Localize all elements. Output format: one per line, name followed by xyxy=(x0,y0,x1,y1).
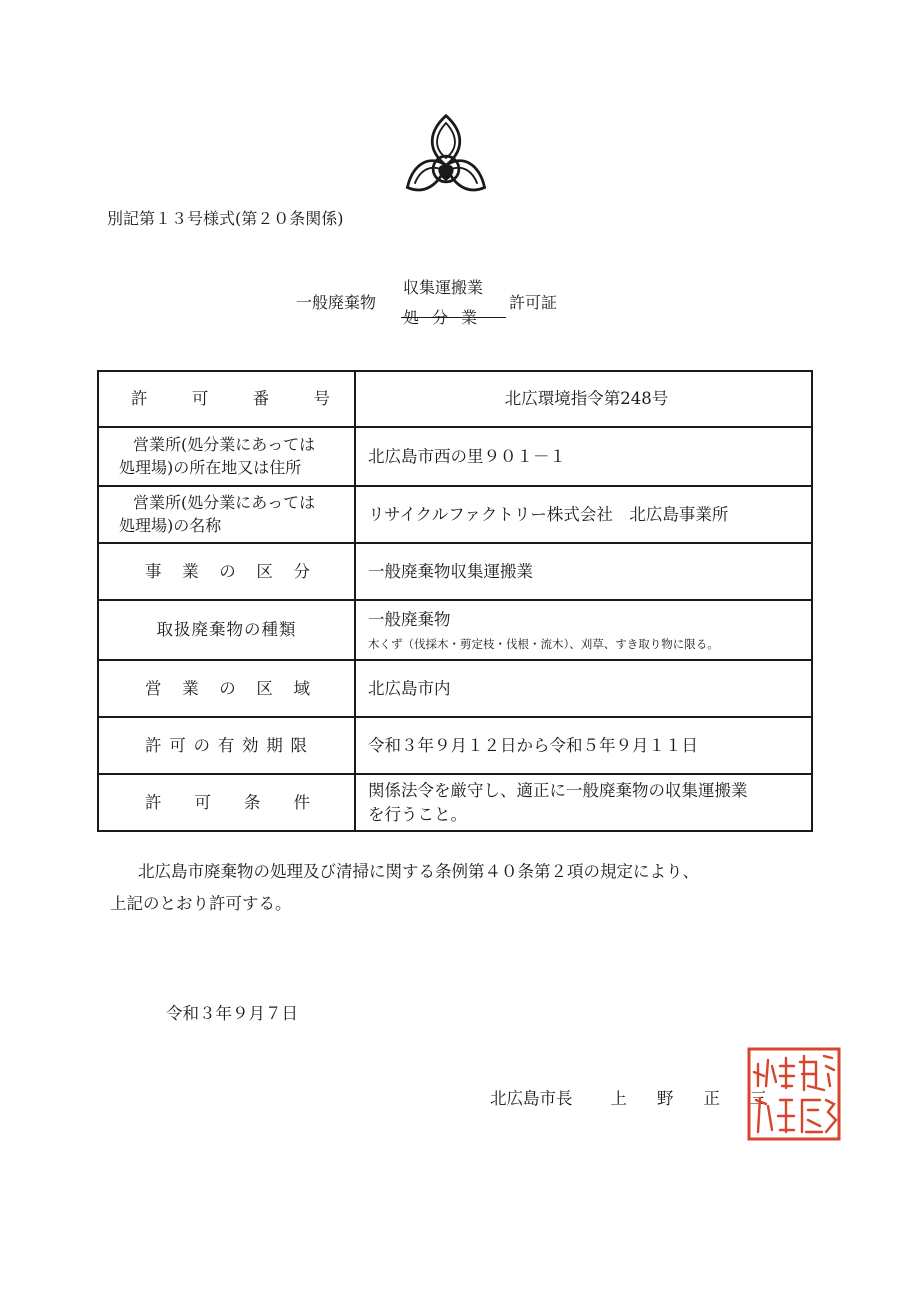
label-char: の xyxy=(219,678,236,698)
row-label-line2: 処理場)の名称 xyxy=(119,515,222,535)
notice-line1: 北広島市廃棄物の処理及び清掃に関する条例第４０条第２項の規定により、 xyxy=(138,862,699,881)
row-label-text xyxy=(99,791,354,814)
row-value: 北広島市内 xyxy=(355,660,812,717)
label-char: 条 xyxy=(244,792,261,812)
row-label xyxy=(98,486,355,543)
row-value xyxy=(355,774,812,831)
title-option-struck: 処分業 xyxy=(403,308,491,327)
label-char: 分 xyxy=(293,561,310,581)
table-row-name xyxy=(98,486,812,543)
row-label xyxy=(98,427,355,486)
label-char: 期 xyxy=(266,735,284,755)
row-label xyxy=(98,371,355,427)
label-char: 件 xyxy=(293,792,310,812)
row-value: 一般廃棄物収集運搬業 xyxy=(355,543,812,600)
label-char: 可 xyxy=(191,389,209,409)
row-value-line1: 関係法令を厳守し、適正に一般廃棄物の収集運搬業 xyxy=(368,781,748,801)
row-label xyxy=(98,660,355,717)
table-row-business-area xyxy=(98,660,812,717)
signatory-title: 北広島市長 xyxy=(490,1089,573,1108)
title-prefix: 一般廃棄物 xyxy=(296,293,377,312)
table-row-business-category xyxy=(98,543,812,600)
row-value xyxy=(355,600,812,660)
permit-notice xyxy=(110,856,800,920)
row-value: 令和３年９月１２日から令和５年９月１１日 xyxy=(355,717,812,774)
label-char: 号 xyxy=(313,389,330,409)
label-char: 許 xyxy=(131,389,148,409)
label-char: 業 xyxy=(182,561,199,581)
label-char: 域 xyxy=(293,678,310,698)
label-char: 有 xyxy=(217,735,236,755)
strikethrough-line xyxy=(401,317,506,318)
signatory-name: 上野正三 xyxy=(610,1089,797,1108)
label-char: の xyxy=(219,561,236,581)
label-char: 区 xyxy=(256,561,273,581)
row-label-line1: 営業所(処分業にあっては xyxy=(133,434,316,454)
row-label-text xyxy=(99,734,354,757)
permit-details-table xyxy=(97,370,813,832)
row-label-text xyxy=(99,560,354,583)
label-char: 番 xyxy=(252,389,270,409)
issue-date: 令和３年９月７日 xyxy=(166,1004,298,1023)
row-label-text xyxy=(99,677,354,700)
row-label-line2: 処理場)の所在地又は住所 xyxy=(119,457,302,477)
row-label xyxy=(98,543,355,600)
official-seal-icon xyxy=(746,1046,842,1142)
row-value: 北広環境指令第248号 xyxy=(355,371,812,427)
row-label xyxy=(98,717,355,774)
table-row-conditions xyxy=(98,774,812,831)
label-char: 区 xyxy=(256,678,273,698)
label-char: 効 xyxy=(242,735,260,755)
document-title xyxy=(0,274,918,334)
table-row-permit-number xyxy=(98,371,812,427)
form-number-label: 別記第１３号様式(第２０条関係) xyxy=(107,209,344,228)
label-char: 限 xyxy=(290,735,308,755)
table-row-location xyxy=(98,427,812,486)
table-row-validity-period xyxy=(98,717,812,774)
row-label xyxy=(98,774,355,831)
row-value-note: 木くず（伐採木・剪定枝・伐根・流木）、刈草、すき取り物に限る。 xyxy=(368,636,719,651)
row-value: リサイクルファクトリー株式会社 北広島事業所 xyxy=(355,486,812,543)
label-char: 可 xyxy=(194,792,211,812)
label-char: 可 xyxy=(169,735,187,755)
label-char: 許 xyxy=(145,735,163,755)
city-emblem-icon xyxy=(400,112,492,204)
notice-line2: 上記のとおり許可する。 xyxy=(110,894,292,913)
title-option-kept: 収集運搬業 xyxy=(403,278,484,297)
title-suffix: 許可証 xyxy=(509,293,558,312)
label-char: の xyxy=(193,735,211,755)
label-char: 許 xyxy=(145,792,162,812)
row-label-line1: 営業所(処分業にあっては xyxy=(133,492,316,512)
table-row-waste-type xyxy=(98,600,812,660)
row-label: 取扱廃棄物の種類 xyxy=(98,600,355,660)
row-value: 北広島市西の里９０１－１ xyxy=(355,427,812,486)
label-char: 事 xyxy=(145,561,162,581)
row-label-text xyxy=(99,387,354,410)
row-value-line2: を行うこと。 xyxy=(368,804,467,824)
label-char: 営 xyxy=(145,678,162,698)
label-char: 業 xyxy=(182,678,199,698)
row-value-main: 一般廃棄物 xyxy=(368,610,451,630)
